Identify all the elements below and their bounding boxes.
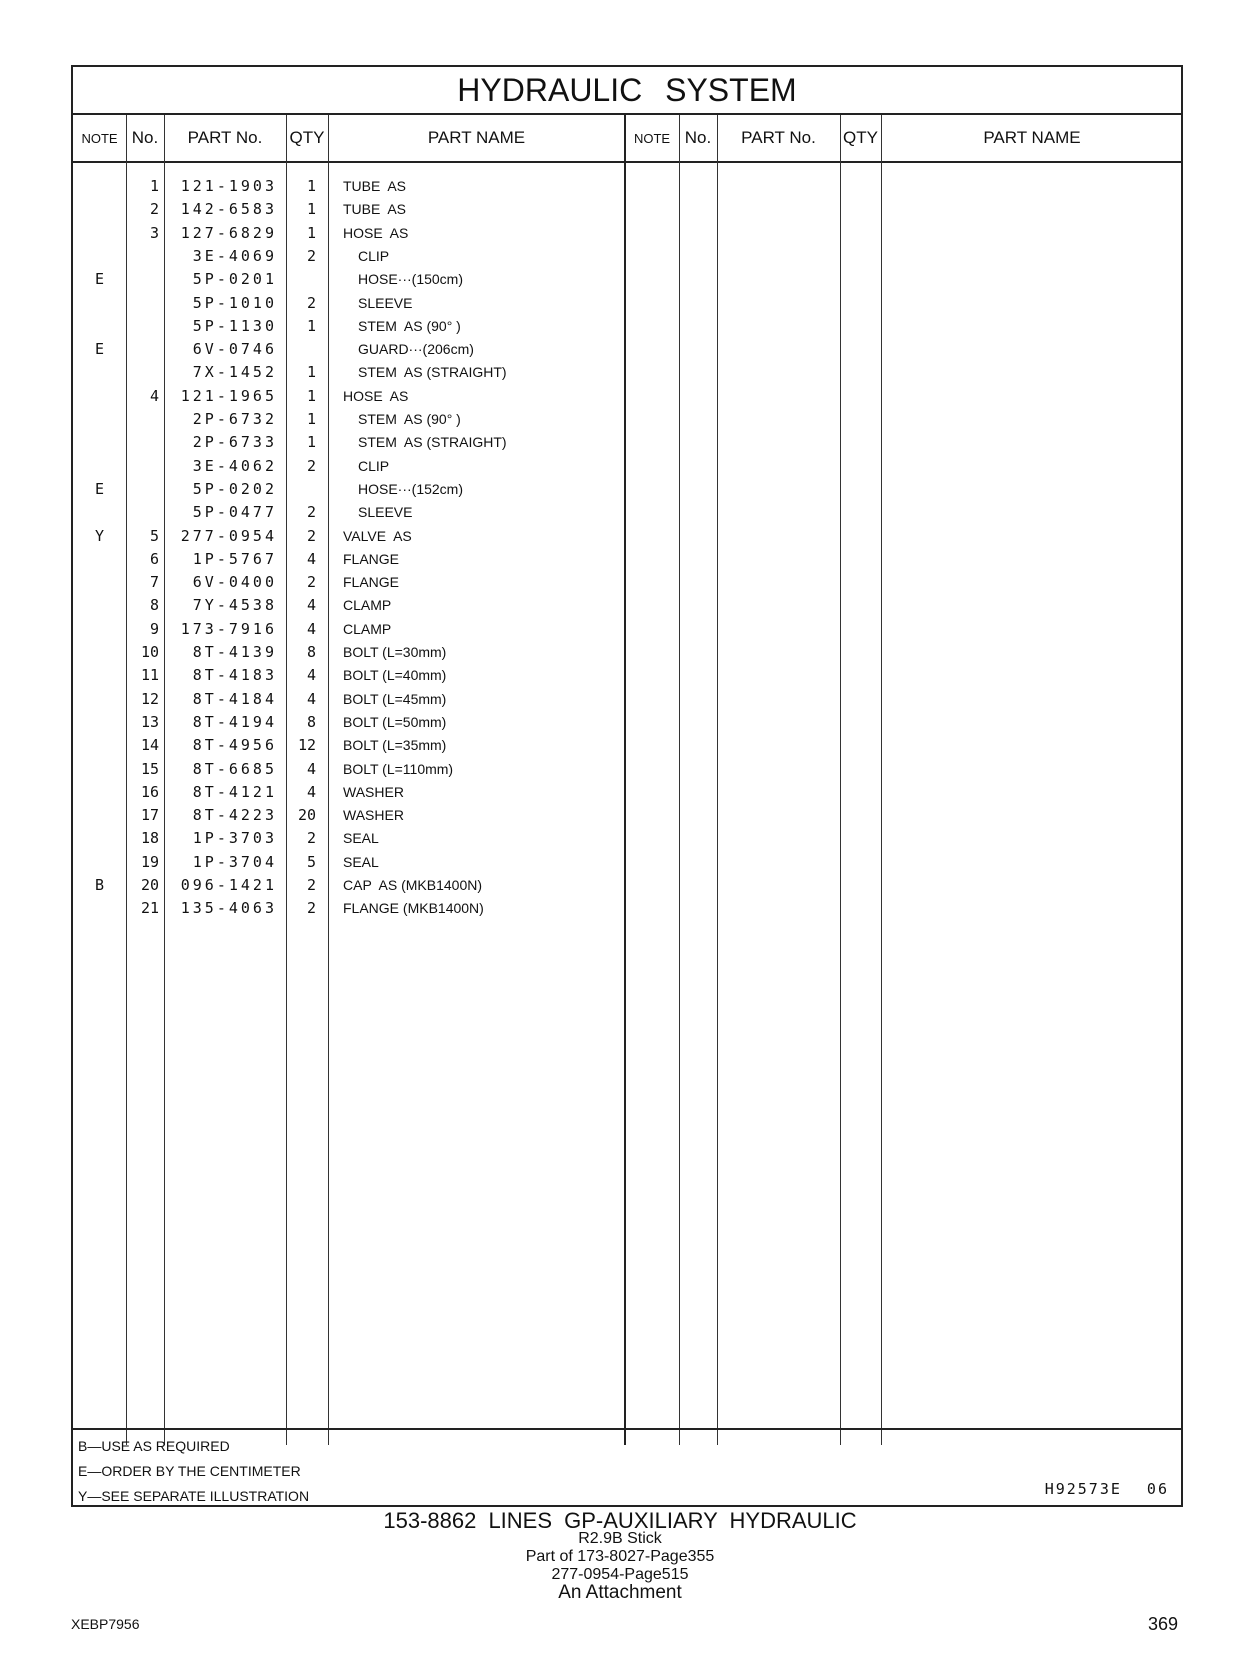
table-row <box>73 501 1181 524</box>
row-part-number: 8T-4139 <box>192 643 277 661</box>
drawing-code: H92573E 06 <box>1044 1480 1169 1498</box>
row-part-number: 5P-1010 <box>192 293 277 312</box>
row-part-name: CLIP <box>358 457 390 474</box>
row-note: B <box>94 876 105 894</box>
parts-table-frame <box>71 65 1183 1507</box>
row-part-name: HOSE···(150cm) <box>358 271 464 288</box>
caption-line-5: An Attachment <box>558 1582 682 1603</box>
row-part-name: GUARD···(206cm) <box>358 341 474 358</box>
row-part-number: 2P-6733 <box>192 433 277 452</box>
table-row <box>73 804 1181 827</box>
row-part-number: 127-6829 <box>180 223 277 242</box>
row-quantity: 20 <box>297 806 316 825</box>
row-part-number: 6V-0746 <box>192 340 277 359</box>
table-row <box>73 222 1181 245</box>
table-row <box>73 758 1181 781</box>
table-row <box>73 245 1181 268</box>
row-item-number: 20 <box>140 876 159 894</box>
row-part-number: 8T-6685 <box>192 759 277 778</box>
row-quantity: 1 <box>306 200 316 219</box>
row-quantity: 8 <box>306 643 316 661</box>
caption-line-2: R2.9B Stick <box>578 1530 662 1547</box>
table-row <box>73 734 1181 757</box>
row-quantity: 1 <box>306 363 316 382</box>
row-item-number: 7 <box>149 573 159 592</box>
header-no-left: No. <box>131 128 159 147</box>
table-row <box>73 874 1181 897</box>
row-item-number: 2 <box>149 200 159 219</box>
table-row <box>73 827 1181 850</box>
row-note: E <box>94 340 105 359</box>
row-part-name: CAP AS (MKB1400N) <box>343 877 483 893</box>
caption-line-3: Part of 173-8027-Page355 <box>525 1548 715 1565</box>
row-part-name: STEM AS (STRAIGHT) <box>358 364 507 381</box>
row-quantity: 5 <box>306 852 316 871</box>
row-part-number: 5P-0202 <box>192 479 277 498</box>
row-part-name: FLANGE <box>343 574 400 591</box>
caption-line-4: 277-0954-Page515 <box>551 1566 689 1583</box>
row-part-name: TUBE AS <box>343 201 407 218</box>
table-row <box>73 594 1181 617</box>
row-part-name: SLEEVE <box>358 294 413 311</box>
row-quantity: 12 <box>297 736 316 755</box>
row-part-number: 5P-0477 <box>192 503 277 522</box>
row-part-number: 8T-4121 <box>192 782 277 801</box>
row-part-name: STEM AS (90° ) <box>358 411 461 427</box>
table-row <box>73 781 1181 804</box>
row-quantity: 1 <box>306 386 316 405</box>
table-row <box>73 664 1181 687</box>
header-part-no-right: PART No. <box>741 128 816 147</box>
table-row <box>73 198 1181 221</box>
row-quantity: 1 <box>306 410 316 428</box>
row-part-name: HOSE AS <box>343 224 409 241</box>
row-part-number: 1P-3704 <box>192 852 277 871</box>
row-item-number: 12 <box>140 689 159 708</box>
row-part-name: BOLT (L=45mm) <box>343 690 447 707</box>
row-part-number: 1P-3703 <box>192 829 277 848</box>
row-part-name: FLANGE <box>343 550 400 567</box>
table-row <box>73 338 1181 361</box>
table-row <box>73 431 1181 454</box>
header-qty-right: QTY <box>843 128 878 147</box>
row-part-name: HOSE AS <box>343 387 409 404</box>
header-no-right: No. <box>684 128 712 147</box>
header-note-left: NOTE <box>81 130 118 146</box>
header-part-no-left: PART No. <box>187 128 263 147</box>
row-quantity: 1 <box>306 316 316 335</box>
row-part-number: 6V-0400 <box>192 573 277 592</box>
row-part-number: 121-1965 <box>180 386 277 405</box>
row-part-name: BOLT (L=40mm) <box>343 667 447 684</box>
page-title: HYDRAULIC SYSTEM <box>73 67 1181 115</box>
row-quantity: 2 <box>306 526 316 545</box>
row-part-name: SEAL <box>343 830 379 847</box>
row-part-name: BOLT (L=110mm) <box>343 760 454 777</box>
row-part-name: CLAMP <box>343 620 392 637</box>
table-row <box>73 455 1181 478</box>
row-part-name: TUBE AS <box>343 178 407 194</box>
table-row <box>73 525 1181 548</box>
row-quantity: 2 <box>306 293 316 312</box>
row-part-name: STEM AS (90° ) <box>358 317 461 334</box>
row-part-number: 121-1903 <box>180 177 277 195</box>
row-item-number: 9 <box>149 619 159 638</box>
row-part-number: 8T-4956 <box>192 736 277 755</box>
notes-legend <box>73 1428 1181 1505</box>
table-row <box>73 897 1181 920</box>
table-row <box>73 618 1181 641</box>
row-part-number: 096-1421 <box>180 876 277 894</box>
row-part-name: HOSE···(152cm) <box>358 480 464 497</box>
row-quantity: 2 <box>306 829 316 848</box>
row-part-number: 8T-4183 <box>192 666 277 685</box>
row-part-number: 1P-5767 <box>192 549 277 568</box>
table-row <box>73 292 1181 315</box>
header-part-name-right: PART NAME <box>983 128 1081 147</box>
row-quantity: 2 <box>306 899 316 918</box>
row-item-number: 3 <box>149 223 159 242</box>
table-row <box>73 315 1181 338</box>
caption-title: 153-8862 LINES GP-AUXILIARY HYDRAULIC <box>383 1508 857 1533</box>
table-row <box>73 851 1181 874</box>
table-row <box>73 408 1181 431</box>
row-item-number: 21 <box>140 899 159 918</box>
row-part-number: 3E-4062 <box>192 456 277 475</box>
row-quantity: 4 <box>306 549 316 568</box>
row-quantity: 1 <box>306 223 316 242</box>
row-item-number: 8 <box>149 596 159 615</box>
row-item-number: 16 <box>140 782 159 801</box>
row-part-number: 8T-4184 <box>192 689 277 708</box>
row-part-number: 7Y-4538 <box>192 596 277 615</box>
table-row <box>73 361 1181 384</box>
header-note-right: NOTE <box>633 130 671 146</box>
row-part-number: 2P-6732 <box>192 410 277 428</box>
row-quantity: 4 <box>306 619 316 638</box>
row-item-number: 11 <box>140 666 159 685</box>
row-quantity: 4 <box>306 596 316 615</box>
note-e: E—ORDER BY THE CENTIMETER <box>78 1463 301 1479</box>
row-item-number: 5 <box>149 526 159 545</box>
row-item-number: 13 <box>140 712 159 731</box>
table-header <box>73 115 1181 163</box>
row-item-number: 6 <box>149 549 159 568</box>
row-part-number: 5P-1130 <box>192 316 277 335</box>
table-row <box>73 175 1181 198</box>
row-part-name: BOLT (L=50mm) <box>343 713 447 730</box>
row-quantity: 4 <box>306 666 316 685</box>
row-part-number: 8T-4194 <box>192 712 277 731</box>
table-row <box>73 478 1181 501</box>
row-item-number: 17 <box>140 806 159 825</box>
row-item-number: 1 <box>149 177 159 195</box>
row-item-number: 15 <box>140 759 159 778</box>
row-part-name: CLIP <box>358 247 390 264</box>
row-item-number: 18 <box>140 829 159 848</box>
note-b: B—USE AS REQUIRED <box>78 1438 230 1454</box>
row-part-number: 135-4063 <box>180 899 277 918</box>
row-item-number: 4 <box>149 386 159 405</box>
row-item-number: 14 <box>140 736 159 755</box>
row-part-name: SLEEVE <box>358 504 413 521</box>
row-part-name: BOLT (L=35mm) <box>343 737 447 754</box>
table-row <box>73 385 1181 408</box>
row-note: E <box>94 270 105 289</box>
table-row <box>73 268 1181 291</box>
row-part-name: WASHER <box>343 783 404 800</box>
row-part-name: VALVE AS <box>343 527 412 544</box>
table-row <box>73 641 1181 664</box>
row-quantity: 4 <box>306 759 316 778</box>
row-part-name: BOLT (L=30mm) <box>343 644 447 660</box>
row-quantity: 1 <box>306 433 316 452</box>
table-row <box>73 571 1181 594</box>
row-note: E <box>94 479 105 498</box>
table-row <box>73 711 1181 734</box>
row-part-name: SEAL <box>343 853 379 870</box>
row-quantity: 4 <box>306 689 316 708</box>
row-quantity: 2 <box>306 503 316 522</box>
note-y: Y—SEE SEPARATE ILLUSTRATION <box>78 1488 310 1504</box>
header-part-name-left: PART NAME <box>427 128 526 147</box>
row-quantity: 2 <box>306 573 316 592</box>
row-part-number: 5P-0201 <box>192 270 277 289</box>
row-part-number: 173-7916 <box>180 619 277 638</box>
row-part-number: 8T-4223 <box>192 806 277 825</box>
row-item-number: 10 <box>140 643 159 661</box>
row-part-name: FLANGE (MKB1400N) <box>343 900 484 917</box>
table-row <box>73 548 1181 571</box>
row-part-name: WASHER <box>343 807 404 824</box>
row-note: Y <box>94 526 105 545</box>
row-quantity: 1 <box>306 177 316 195</box>
header-qty-left: QTY <box>289 128 325 147</box>
row-quantity: 4 <box>306 782 316 801</box>
row-part-number: 277-0954 <box>180 526 277 545</box>
row-quantity: 2 <box>306 876 316 894</box>
table-row <box>73 688 1181 711</box>
row-item-number: 19 <box>140 852 159 871</box>
page-number: 369 <box>1148 1614 1179 1634</box>
row-part-number: 7X-1452 <box>192 363 277 382</box>
document-id: XEBP7956 <box>71 1616 140 1632</box>
row-part-name: CLAMP <box>343 597 392 614</box>
row-quantity: 2 <box>306 456 316 475</box>
row-part-number: 142-6583 <box>180 200 277 219</box>
row-part-number: 3E-4069 <box>192 246 277 265</box>
row-quantity: 8 <box>306 712 316 731</box>
row-quantity: 2 <box>306 246 316 265</box>
row-part-name: STEM AS (STRAIGHT) <box>358 434 507 451</box>
